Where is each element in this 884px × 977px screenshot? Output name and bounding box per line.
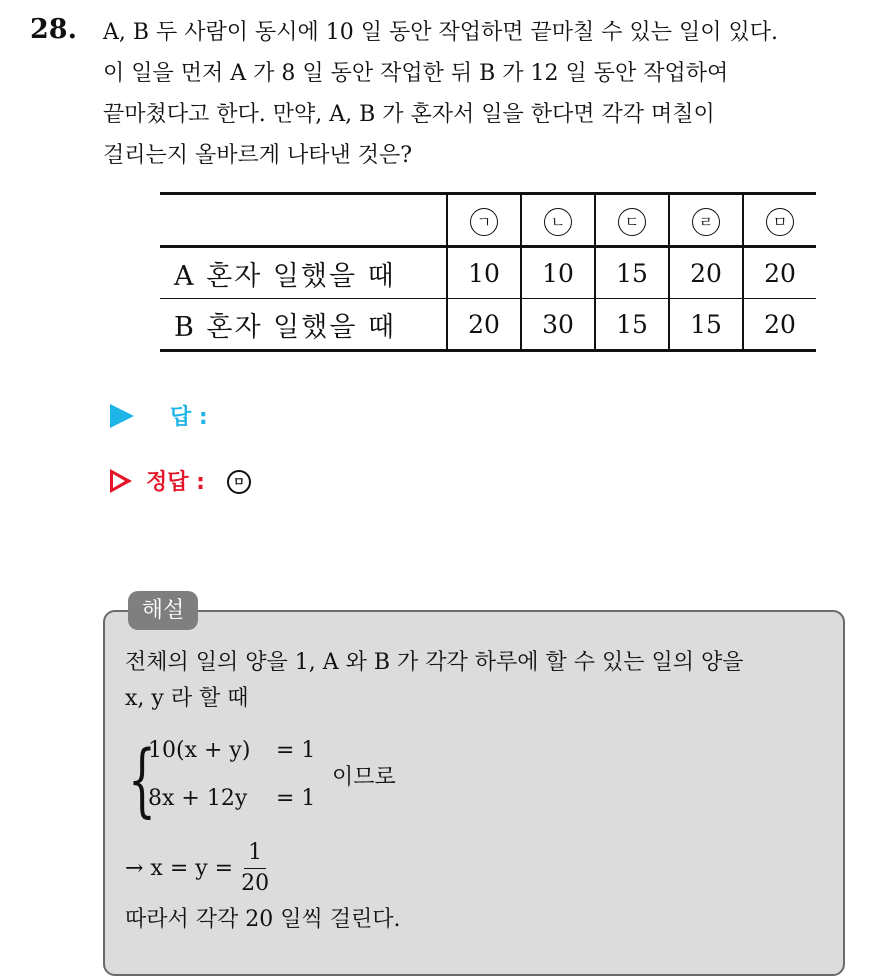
- left-brace-icon: {: [128, 733, 156, 826]
- question-line: 이 일을 먼저 A 가 8 일 동안 작업한 뒤 B 가 12 일 동안 작업하여: [103, 61, 729, 86]
- equation-tail: 이므로: [332, 765, 396, 790]
- answer-label: 답 :: [170, 405, 208, 430]
- equation-1: [148, 738, 316, 763]
- table-cell: 20: [743, 299, 816, 351]
- final-statement: 따라서 각각 20 일씩 걸린다.: [125, 907, 401, 932]
- question-number: 28.: [30, 14, 77, 45]
- table-cell: 30: [521, 299, 595, 351]
- fraction-numerator: 1: [244, 838, 266, 869]
- conclusion-prefix: → x = y =: [125, 856, 234, 881]
- correct-answer-row: [110, 465, 251, 496]
- solution-line: x, y 라 할 때: [125, 686, 249, 711]
- table-cell: 20: [743, 247, 816, 299]
- equation-1-rhs: = 1: [276, 738, 316, 763]
- solution-line: 전체의 일의 양을 1, A 와 B 가 각각 하루에 할 수 있는 일의 양을: [125, 650, 744, 675]
- row-label-b: B 혼자 일했을 때: [160, 299, 447, 351]
- equation-2: [148, 786, 316, 811]
- solution-tag: 해설: [128, 591, 198, 630]
- choice-header: ㄴ: [521, 194, 595, 247]
- correct-answer-label: 정답 :: [146, 470, 205, 495]
- outline-triangle-icon: [110, 469, 132, 493]
- solution-text: [125, 645, 744, 717]
- table-cell: 15: [595, 299, 669, 351]
- choice-header: ㄹ: [669, 194, 743, 247]
- question-text: [103, 12, 873, 176]
- question-line: 끝마쳤다고 한다. 만약, A, B 가 혼자서 일을 한다면 각각 며칠이: [103, 102, 715, 127]
- equation-2-lhs: 8x + 12y: [148, 786, 248, 811]
- fraction: [241, 838, 269, 899]
- table-cell: 15: [595, 247, 669, 299]
- table-cell: 20: [669, 247, 743, 299]
- table-cell: 15: [669, 299, 743, 351]
- question-line: 걸리는지 올바르게 나타낸 것은?: [103, 143, 413, 168]
- answer-row: [110, 400, 208, 431]
- conclusion-equation: [125, 838, 269, 899]
- table-corner-cell: [160, 194, 447, 247]
- equation-2-rhs: = 1: [276, 786, 316, 811]
- fraction-denominator: 20: [241, 871, 270, 896]
- table-cell: 10: [447, 247, 521, 299]
- choice-header: ㄱ: [447, 194, 521, 247]
- question-line: A, B 두 사람이 동시에 10 일 동안 작업하면 끝마칠 수 있는 일이 있다.: [103, 20, 778, 45]
- table-cell: 10: [521, 247, 595, 299]
- choices-table: [160, 192, 816, 352]
- choice-header: ㅁ: [743, 194, 816, 247]
- correct-answer-value: ㅁ: [227, 467, 251, 494]
- choice-header: ㄷ: [595, 194, 669, 247]
- filled-triangle-icon: [110, 404, 134, 428]
- table-cell: 20: [447, 299, 521, 351]
- equation-1-lhs: 10(x + y): [148, 738, 251, 763]
- row-label-a: A 혼자 일했을 때: [174, 260, 396, 292]
